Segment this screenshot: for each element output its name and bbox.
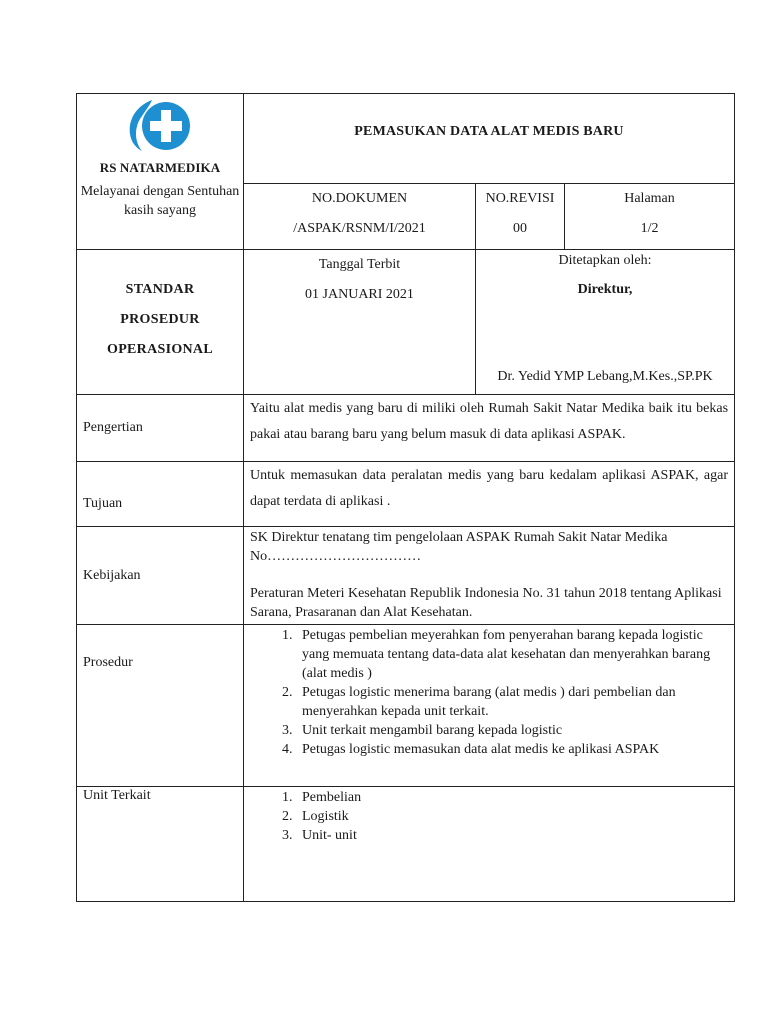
unit-item: 3. Unit- unit [296,826,728,845]
hospital-motto: Melayanai dengan Sentuhan kasih sayang [80,184,240,218]
page-label: Halaman [624,191,675,206]
prosedur-step: 3. Unit terkait mengambil barang kepada logistic [296,721,728,740]
hospital-name: RS NATARMEDIKA [99,160,221,175]
issue-date-label: Tanggal Terbit [318,257,401,272]
prosedur-step: 2. Petugas logistic menerima barang (alat medis ) dari pembelian dan menyerahkan kepada unit terkait. [296,683,728,721]
tujuan-label: Tujuan [77,462,244,527]
page-value: 1/2 [640,221,659,236]
page-cell [565,184,735,250]
issue-date-value: 01 JANUARI 2021 [305,287,414,302]
unit-item: 1. Pembelian [296,788,728,807]
kebijakan-label: Kebijakan [77,527,244,625]
sop-document-table [76,93,735,902]
document-title: PEMASUKAN DATA ALAT MEDIS BARU [244,94,735,184]
kebijakan-cell [244,527,735,625]
set-by-cell [476,250,735,395]
pengertian-label: Pengertian [77,395,244,462]
doc-number-label: NO.DOKUMEN [311,191,408,206]
sop-label-line1: STANDAR [125,282,195,297]
sop-label-cell [77,250,244,395]
pengertian-text: Yaitu alat medis yang baru di miliki oleh Rumah Sakit Natar Medika baik itu bekas pakai atau barang baru yang belum masuk di data aplikasi ASPAK. [244,395,735,462]
prosedur-label: Prosedur [77,625,244,787]
kebijakan-paragraph-2: Peraturan Meteri Kesehatan Republik Indonesia No. 31 tahun 2018 tentang Aplikasi Sarana, Prasaranan dan Alat Kesehatan. [250,586,722,620]
doc-number-value: /ASPAK/RSNM/I/2021 [293,221,426,236]
unit-terkait-label: Unit Terkait [77,787,244,902]
prosedur-steps-list [250,626,728,759]
revision-label: NO.REVISI [485,191,555,206]
unit-item: 2. Logistik [296,807,728,826]
hospital-cross-logo-icon [124,96,196,156]
hospital-identity-cell [77,94,244,250]
set-by-label: Ditetapkan oleh: [558,253,652,268]
signer-name: Dr. Yedid YMP Lebang,M.Kes.,SP.PK [497,369,713,384]
unit-terkait-cell [244,787,735,902]
doc-number-cell [244,184,476,250]
unit-terkait-list [250,788,728,845]
revision-cell [476,184,565,250]
prosedur-cell [244,625,735,787]
set-by-title: Direktur, [577,282,633,297]
kebijakan-paragraph-1: SK Direktur tenatang tim pengelolaan ASPAK Rumah Sakit Natar Medika No…………………………… [250,530,668,564]
prosedur-step: 4. Petugas logistic memasukan data alat medis ke aplikasi ASPAK [296,740,728,759]
prosedur-step: 1. Petugas pembelian meyerahkan fom penyerahan barang kepada logistic yang memuata tentang data-data alat kesehatan dan menyerahkan barang (alat medis ) [296,626,728,683]
sop-label-line3: OPERASIONAL [107,342,213,357]
revision-value: 00 [513,221,527,236]
tujuan-text: Untuk memasukan data peralatan medis yang baru kedalam aplikasi ASPAK, agar dapat terdata di aplikasi . [244,462,735,527]
issue-date-cell [244,250,476,395]
sop-label-line2: PROSEDUR [120,312,200,327]
